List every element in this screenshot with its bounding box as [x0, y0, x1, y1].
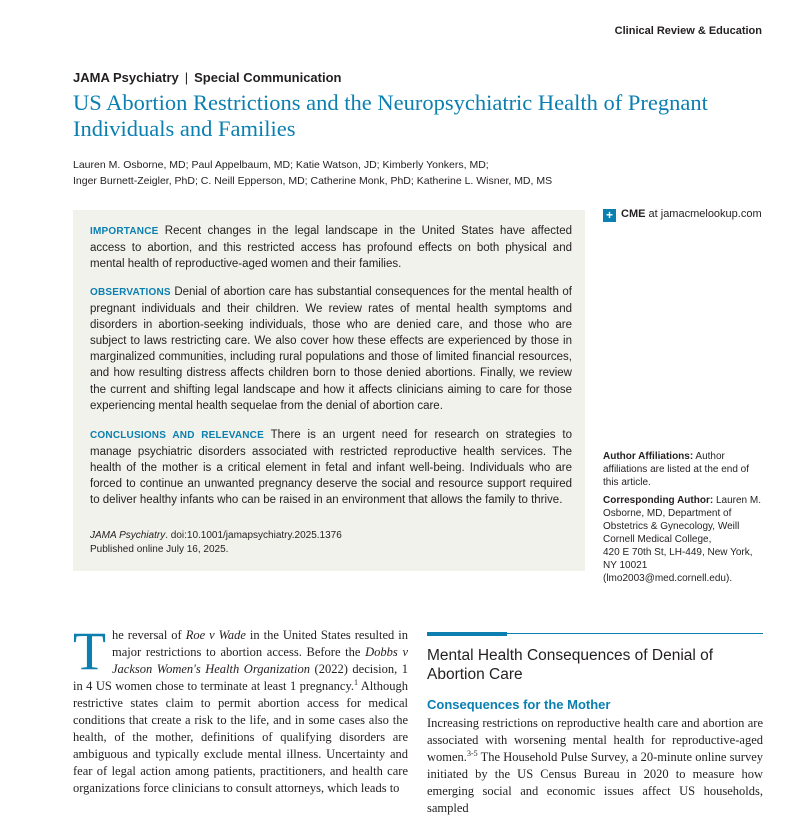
conclusions-text: There is an urgent need for research on strategies to manage psychiatric disorders associated with restricted reproductive health services. The health of the mother is a critical element in fetal and infant well-being. Individuals who are forced to continue an unwanted pregnancy deserve the social and resource support required to deliver healthy infants who can be raised in an environment that allows the family to thrive.	[90, 429, 572, 507]
body-text: Although restrictive states claim to permit abortion access for medical conditions that create a risk to the life, and in some cases also the health, of the mother, definitions of qualifying disorders are ambiguous and typically exclude mental illness. Uncertainty and fear of legal action among patients, practitioners, and health care organizations force clinicians to consult attorneys, which leads to	[73, 679, 408, 795]
journal-name: JAMA Psychiatry	[73, 70, 179, 85]
affiliations-text: Author affiliations are listed at the end of this article.	[603, 451, 750, 488]
section-rule-accent	[427, 632, 507, 636]
citation	[90, 529, 342, 557]
corresponding-author	[603, 494, 768, 585]
body-text: The Household Pulse Survey, a 20-minute online survey initiated by the US Census Bureau in 2020 to measure how emerging social and economic issues affect US households, sampled	[427, 750, 763, 815]
cme-label: CME	[621, 208, 646, 220]
case-name: Dobbs v Jackson Women's Health Organization	[112, 645, 408, 676]
cme-text: at jamacmelookup.com	[648, 208, 762, 220]
reference-marker[interactable]: 1	[354, 678, 359, 687]
drop-cap: T	[73, 621, 106, 681]
reference-marker[interactable]: 3-5	[466, 749, 478, 758]
body-text: (2022) decision, 1 in 4 US women chose to terminate at least 1 pregnancy.	[73, 662, 409, 693]
subsection-heading: Consequences for the Mother	[427, 697, 611, 712]
article-title: US Abortion Restrictions and the Neuropsychiatric Health of Pregnant Individuals and Families	[73, 90, 708, 141]
author-affiliations	[603, 450, 765, 489]
importance-text: Recent changes in the legal landscape in the United States have affected access to abortion, and this restricted access has profound effects on both physical and mental health of reproductive-aged women and their families.	[90, 225, 572, 271]
authors-line: Lauren M. Osborne, MD; Paul Appelbaum, MD; Katie Watson, JD; Kimberly Yonkers, MD;	[73, 159, 489, 171]
affiliations-label: Author Affiliations:	[603, 451, 694, 462]
corresponding-label: Corresponding Author:	[603, 495, 714, 506]
body-column-right	[427, 715, 763, 817]
plus-icon: +	[603, 209, 616, 222]
body-text: he reversal of	[112, 628, 186, 642]
conclusions-label: CONCLUSIONS AND RELEVANCE	[90, 430, 264, 441]
citation-journal: JAMA Psychiatry	[90, 530, 166, 541]
abstract-box	[73, 210, 585, 571]
body-text: Increasing restrictions on reproductive health care and abortion are associated with worsening mental health for reproductive-aged women.	[427, 716, 763, 764]
body-text: in the United States resulted in major restrictions to abortion access. Before the	[112, 628, 408, 659]
section-label: Clinical Review & Education	[614, 25, 762, 37]
body-column-left	[73, 621, 409, 797]
case-name: Roe v Wade	[185, 628, 246, 642]
section-heading: Mental Health Consequences of Denial of Abortion Care	[427, 647, 714, 683]
corresponding-text: Lauren M. Osborne, MD, Department of Obstetrics & Gynecology, Weill Cornell Medical College,	[603, 495, 761, 545]
abstract-importance	[90, 223, 572, 272]
authors-line: Inger Burnett-Zeigler, PhD; C. Neill Epperson, MD; Catherine Monk, PhD; Katherine L. Wisner, MD, MS	[73, 175, 553, 187]
observations-text: Denial of abortion care has substantial consequences for the mental health of pregnant individuals and their children. We review rates of mental health symptoms and disorders in abortion-seeking individuals, those who are denied care, and those who are subject to laws restricting care. We also cover how these effects are experienced by those in marginalized communities, including rural populations and those of limited financial resources, and how resulting distress affects children born to those denied abortions. Finally, we review the current and shifting legal landscape and how it affects clinicians aiming to care for those experiencing mental health sequelae from the denial of abortion care.	[90, 286, 572, 412]
corresponding-address: 420 E 70th St, LH-449, New York, NY 10021 (lmo2003@med.cornell.edu).	[603, 547, 753, 584]
author-list	[73, 157, 593, 189]
citation-doi[interactable]: . doi:10.1001/jamapsychiatry.2025.1376	[165, 530, 342, 541]
journal-line	[73, 70, 342, 85]
article-type: Special Communication	[194, 70, 342, 85]
journal-separator: |	[184, 70, 189, 85]
abstract-conclusions	[90, 427, 572, 508]
cme-link[interactable]	[603, 208, 762, 222]
published-date: Published online July 16, 2025.	[90, 544, 229, 555]
abstract-observations	[90, 284, 572, 414]
importance-label: IMPORTANCE	[90, 226, 159, 237]
observations-label: OBSERVATIONS	[90, 287, 171, 298]
